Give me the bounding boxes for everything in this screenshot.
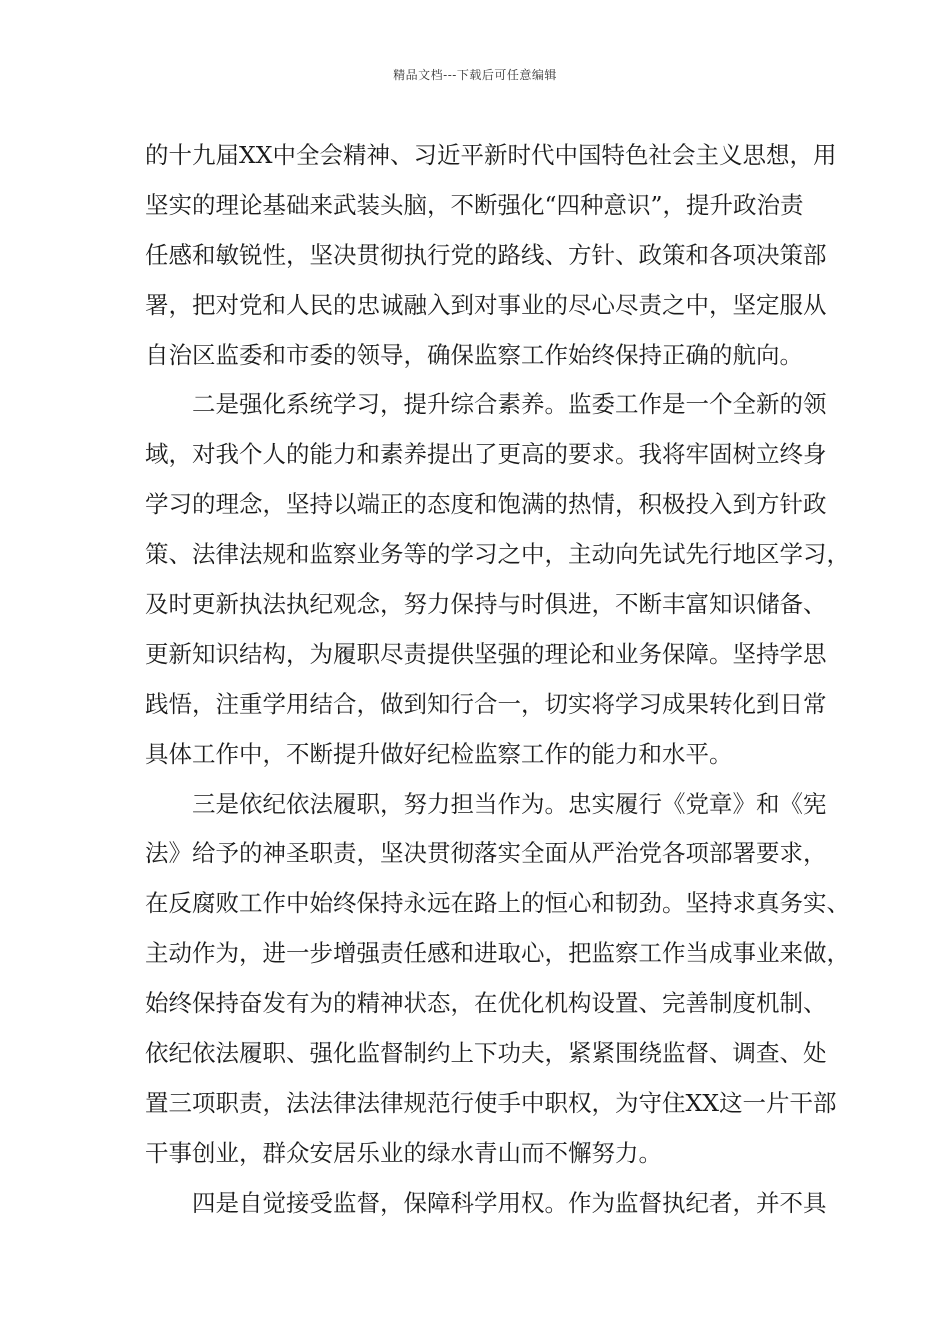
text-line: 更新知识结构，为履职尽责提供坚强的理论和业务保障。坚持学思 xyxy=(145,639,827,668)
text-line: 域，对我个人的能力和素养提出了更高的要求。我将牢固树立终身 xyxy=(145,440,827,469)
page-header: 精品文档---下载后可任意编辑 xyxy=(393,68,557,82)
text-line: 主动作为，进一步增强责任感和进取心，把监察工作当成事业来做， xyxy=(145,939,850,968)
document-body xyxy=(145,131,850,1229)
paragraph-start-line: 四是自觉接受监督，保障科学用权。作为监督执纪者，并不具 xyxy=(192,1188,827,1217)
text-line: 法》给予的神圣职责，坚决贯彻落实全面从严治党各项部署要求， xyxy=(145,839,827,868)
text-line: 署，把对党和人民的忠诚融入到对事业的尽心尽责之中，坚定服从 xyxy=(145,290,827,319)
paragraph-start-line: 二是强化系统学习，提升综合素养。监委工作是一个全新的领 xyxy=(192,390,827,419)
text-line: 置三项职责，法法律法律规范行使手中职权，为守住XX这一片干部 xyxy=(145,1088,837,1117)
paragraph-start-line: 三是依纪依法履职，努力担当作为。忠实履行《党章》和《宪 xyxy=(192,789,827,818)
text-line: 及时更新执法执纪观念，努力保持与时俱进，不断丰富知识储备、 xyxy=(145,590,827,619)
text-line: 践悟，注重学用结合，做到知行合一，切实将学习成果转化到日常 xyxy=(145,689,827,718)
text-line: 依纪依法履职、强化监督制约上下功夫，紧紧围绕监督、调查、处 xyxy=(145,1039,827,1068)
text-line: 具体工作中，不断提升做好纪检监察工作的能力和水平。 xyxy=(145,739,733,768)
text-line: 学习的理念，坚持以端正的态度和饱满的热情，积极投入到方针政 xyxy=(145,490,827,519)
text-line: 的十九届XX中全会精神、习近平新时代中国特色社会主义思想，用 xyxy=(145,141,837,169)
text-line: 干事创业，群众安居乐业的绿水青山而不懈努力。 xyxy=(145,1138,662,1167)
text-line: 坚实的理论基础来武装头脑，不断强化“四种意识”，提升政治责 xyxy=(145,190,804,219)
text-line: 始终保持奋发有为的精神状态，在优化机构设置、完善制度机制、 xyxy=(145,989,827,1018)
text-line: 在反腐败工作中始终保持永远在路上的恒心和韧劲。坚持求真务实、 xyxy=(145,889,850,918)
text-line: 任感和敏锐性，坚决贯彻执行党的路线、方针、政策和各项决策部 xyxy=(145,240,827,269)
text-line: 自治区监委和市委的领导，确保监察工作始终保持正确的航向。 xyxy=(145,340,803,369)
text-line: 策、法律法规和监察业务等的学习之中，主动向先试先行地区学习， xyxy=(145,540,850,569)
